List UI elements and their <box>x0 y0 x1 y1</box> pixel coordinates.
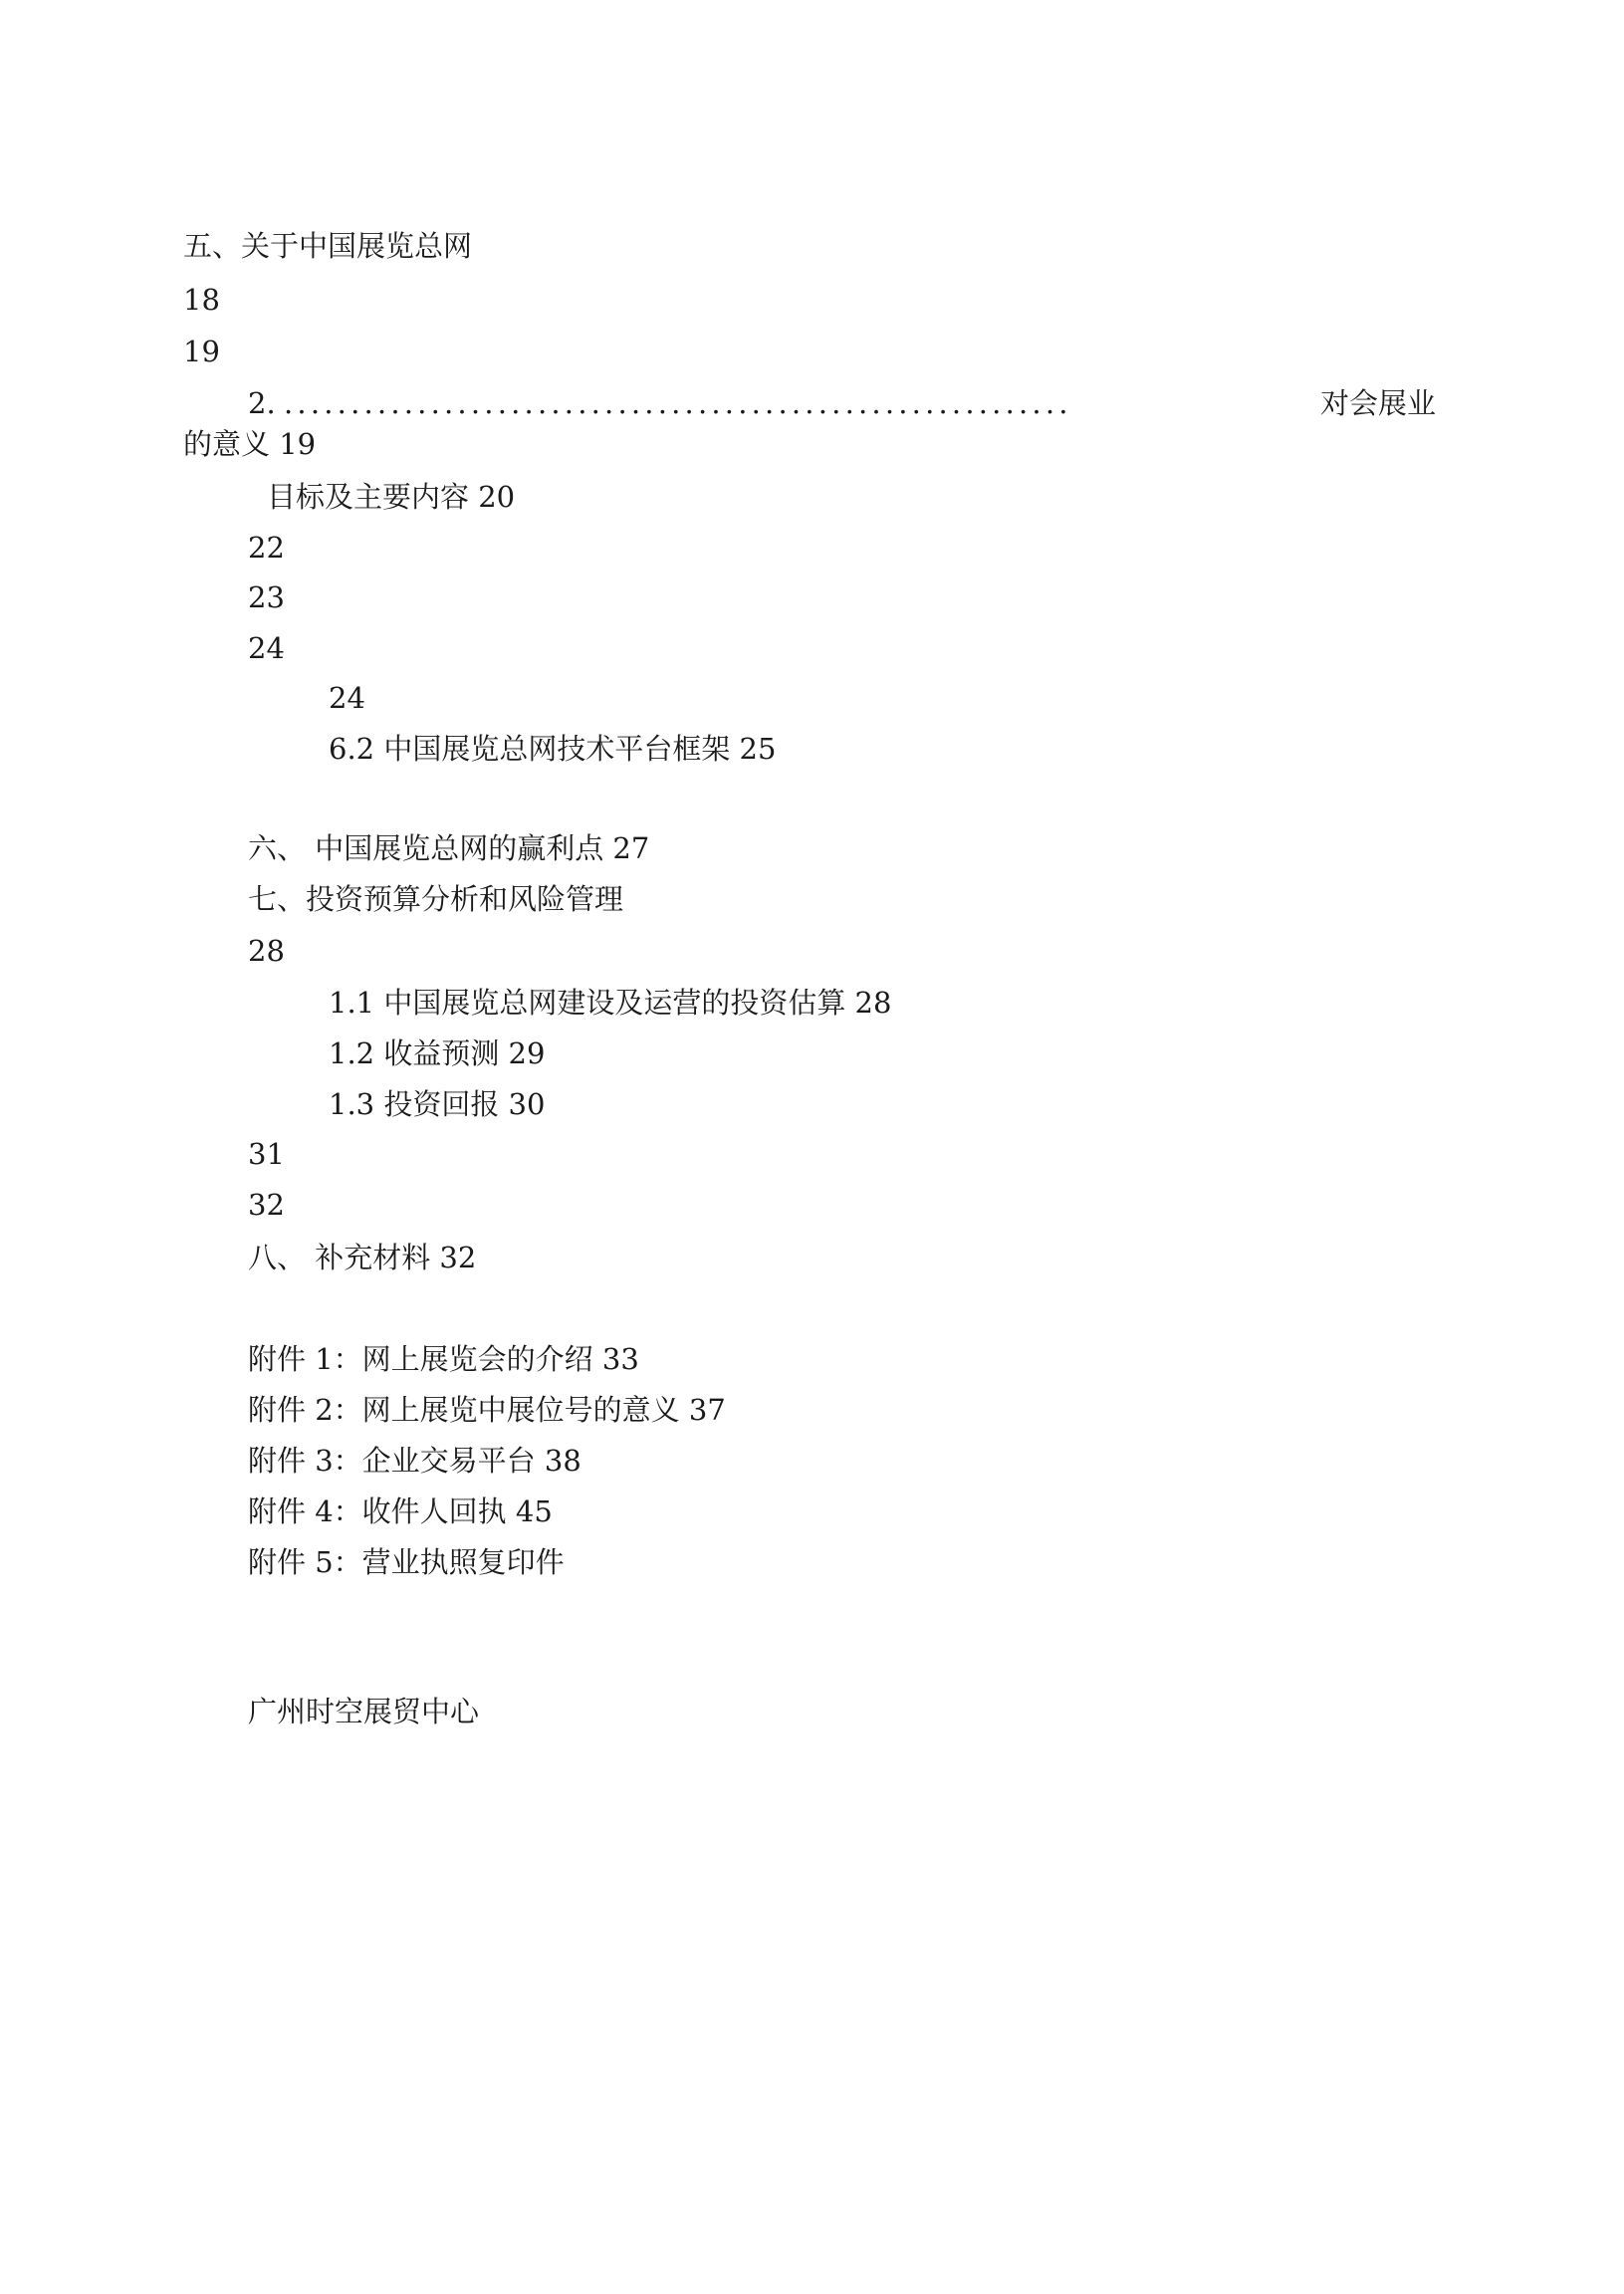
organization-name: 广州时空展贸中心 <box>248 1695 480 1728</box>
toc-section-7: 七、投资预算分析和风险管理 <box>248 882 624 916</box>
toc-item-6-2: 6.2 中国展览总网技术平台框架 25 <box>329 732 777 766</box>
appendix-item: 附件 4：收件人回执 45 <box>248 1494 553 1528</box>
appendix-item: 附件 3：企业交易平台 38 <box>248 1444 581 1478</box>
toc-item-2-title-continued: 的意义 19 <box>183 427 317 461</box>
toc-page-number: 31 <box>248 1137 285 1171</box>
toc-page-number: 24 <box>248 631 285 665</box>
toc-page-number: 19 <box>183 335 220 368</box>
toc-item-1-3: 1.3 投资回报 30 <box>329 1087 546 1121</box>
toc-page-number: 18 <box>183 283 220 317</box>
toc-goals-item: 目标及主要内容 20 <box>267 480 516 514</box>
appendix-item: 附件 1：网上展览会的介绍 33 <box>248 1342 639 1376</box>
toc-page-number: 24 <box>329 681 365 715</box>
toc-item-2-number: 2. <box>248 386 276 420</box>
toc-page-number: 32 <box>248 1188 285 1222</box>
toc-section-6: 六、 中国展览总网的赢利点 27 <box>248 831 650 865</box>
toc-item-1-2: 1.2 收益预测 29 <box>329 1036 546 1070</box>
appendix-item: 附件 5：营业执照复印件 <box>248 1545 565 1579</box>
appendix-item: 附件 2：网上展览中展位号的意义 37 <box>248 1393 726 1427</box>
toc-page-number: 22 <box>248 531 285 565</box>
toc-page-number: 28 <box>248 934 285 968</box>
toc-section-5-title: 五、关于中国展览总网 <box>183 229 473 263</box>
toc-section-8: 八、 补充材料 32 <box>248 1241 477 1274</box>
toc-dot-leader: ........................................................... <box>284 386 1072 420</box>
toc-item-2-title: 对会展业 <box>1320 386 1437 420</box>
toc-page-number: 23 <box>248 580 285 614</box>
toc-item-1-1: 1.1 中国展览总网建设及运营的投资估算 28 <box>329 986 892 1020</box>
